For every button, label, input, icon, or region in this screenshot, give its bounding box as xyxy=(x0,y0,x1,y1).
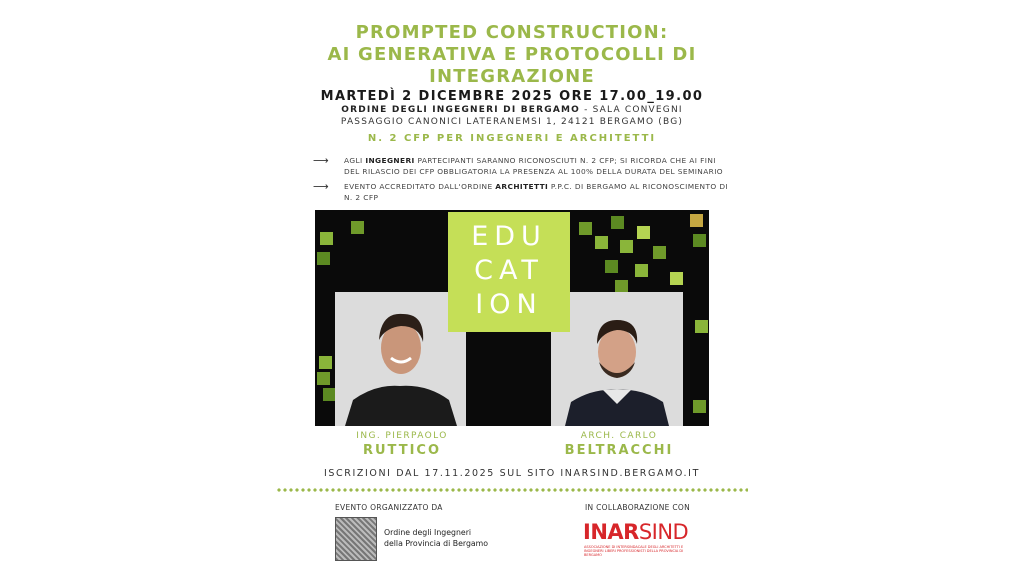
decor-square xyxy=(635,264,648,277)
registration-info: ISCRIZIONI DAL 17.11.2025 SUL SITO INARSIND.BERGAMO.IT xyxy=(324,468,700,479)
collaboration-label: IN COLLABORAZIONE CON xyxy=(585,503,690,512)
person-silhouette-icon xyxy=(551,292,683,426)
speaker-1-name: RUTTICO xyxy=(362,443,442,458)
speaker-2-role: ARCH. CARLO xyxy=(580,431,658,441)
organized-by-label: EVENTO ORGANIZZATO DA xyxy=(335,503,443,512)
decor-square xyxy=(317,372,330,385)
education-badge: EDU CAT ION xyxy=(448,212,570,332)
dotted-divider xyxy=(276,488,748,492)
inarsind-logo: INARSIND xyxy=(583,520,689,544)
hero-banner xyxy=(315,210,709,426)
event-date: MARTEDÌ 2 DICEMBRE 2025 ORE 17.00_19.00 xyxy=(320,89,704,104)
event-title-line-3: INTEGRAZIONE xyxy=(429,66,595,87)
decor-square xyxy=(319,356,332,369)
decor-square xyxy=(620,240,633,253)
speaker-photo-beltracchi xyxy=(551,292,683,426)
venue-name: ORDINE DEGLI INGEGNERI DI BERGAMO xyxy=(341,105,581,115)
venue-room: - SALA CONVEGNI xyxy=(580,105,683,115)
decor-square xyxy=(611,216,624,229)
bullet-text: AGLI INGEGNERI PARTECIPANTI SARANNO RICONOSCIUTI N. 2 CFP; SI RICORDA CHE AI FINI DEL RILASCIO DEI CFP OBBLIGATORIA LA PRESENZA AL 100% DELLA DURATA DEL SEMINARIO xyxy=(344,156,724,176)
speaker-1-role: ING. PIERPAOLO xyxy=(356,431,448,441)
event-title-line-1: PROMPTED CONSTRUCTION: xyxy=(355,22,669,43)
arrow-right-icon: ⟶ xyxy=(313,154,330,167)
person-silhouette-icon xyxy=(335,292,466,426)
decor-square xyxy=(695,320,708,333)
decor-square xyxy=(605,260,618,273)
speaker-photo-ruttico xyxy=(335,292,466,426)
inarsind-tagline: ASSOCIAZIONE DI INTERSINDACALE DEGLI ARCHITETTI E INGEGNERI LIBERI PROFESSIONISTI DELLA PROVINCIA DI BERGAMO xyxy=(584,545,684,558)
decor-square xyxy=(690,214,703,227)
decor-square xyxy=(579,222,592,235)
decor-square xyxy=(637,226,650,239)
bullet-text: EVENTO ACCREDITATO DALL'ORDINE ARCHITETTI P.P.C. DI BERGAMO AL RICONOSCIMENTO DI N. 2 CFP xyxy=(344,182,729,202)
event-address: PASSAGGIO CANONICI LATERANEMSI 1, 24121 BERGAMO (BG) xyxy=(340,117,684,127)
decor-square xyxy=(693,234,706,247)
event-title-line-2: AI GENERATIVA E PROTOCOLLI DI xyxy=(327,44,697,65)
ordine-ingegneri-logo xyxy=(335,517,377,561)
decor-square xyxy=(320,232,333,245)
speaker-2-name: BELTRACCHI xyxy=(564,443,674,458)
event-venue xyxy=(212,105,812,115)
decor-square xyxy=(317,252,330,265)
cfp-heading: N. 2 CFP PER INGEGNERI E ARCHITETTI xyxy=(367,133,657,144)
decor-square xyxy=(670,272,683,285)
decor-square xyxy=(653,246,666,259)
decor-square xyxy=(351,221,364,234)
arrow-right-icon: ⟶ xyxy=(313,180,330,193)
decor-square xyxy=(595,236,608,249)
organizer-name: Ordine degli Ingegneri della Provincia di Bergamo xyxy=(384,528,489,548)
decor-square xyxy=(693,400,706,413)
